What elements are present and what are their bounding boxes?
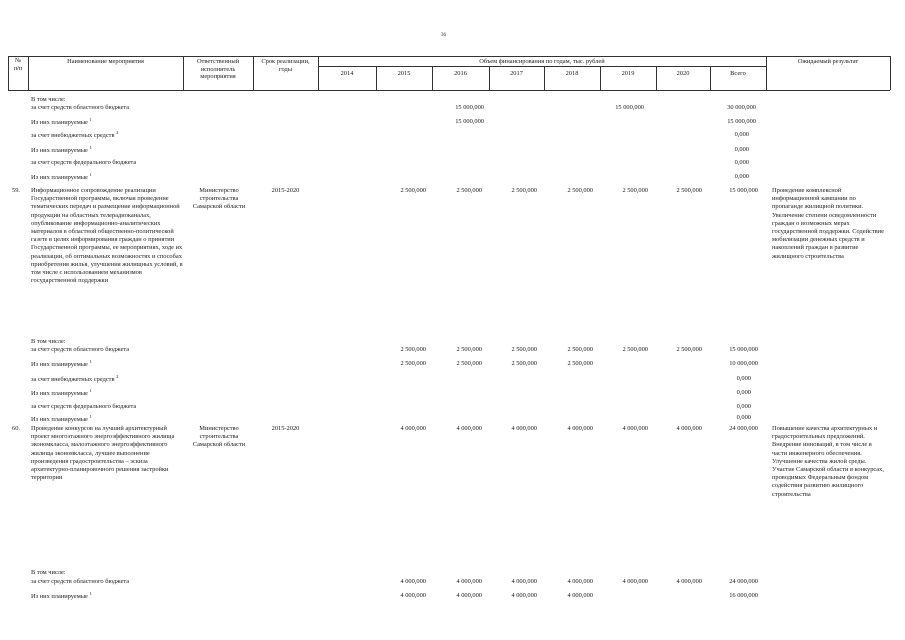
row-label: В том числе: <box>31 569 66 576</box>
value-cell: 15 000,000 <box>729 346 758 353</box>
value-cell: 4 000,000 <box>456 425 482 432</box>
row-label <box>31 591 92 601</box>
row-label-text: за счет внебюджетных средств <box>31 376 115 384</box>
value-cell: 0,000 <box>734 146 749 153</box>
footnote-mark: 1 <box>89 591 92 596</box>
value-cell: 4 000,000 <box>511 592 537 599</box>
header-year: 2019 <box>621 70 635 77</box>
value-cell: 10 000,000 <box>729 360 758 367</box>
footnote-mark: 2 <box>116 130 119 135</box>
value-cell: 4 000,000 <box>567 592 593 599</box>
row-label-text: за счет внебюджетных средств <box>31 132 115 140</box>
value-cell: 4 000,000 <box>400 592 426 599</box>
header-bottom-line <box>8 90 890 91</box>
row-label <box>31 359 92 369</box>
value-cell: 4 000,000 <box>567 425 593 432</box>
footnote-mark: 1 <box>89 145 92 150</box>
footnote-mark: 1 <box>89 414 92 419</box>
row-label-text: Из них планируемые <box>31 593 88 601</box>
value-cell: 0,000 <box>736 403 751 410</box>
value-cell: 15 000,000 <box>455 118 484 125</box>
header-num: № п/п <box>13 57 23 72</box>
value-cell: 2 500,000 <box>400 187 426 194</box>
value-cell: 2 500,000 <box>567 187 593 194</box>
header-responsible: Ответственный исполнитель мероприятия <box>196 58 240 81</box>
measure-responsible: Министерство строительства Самарской области <box>192 187 246 211</box>
value-cell: 2 500,000 <box>622 346 648 353</box>
page-number: 36 <box>441 33 446 38</box>
row-label-text: Из них планируемые <box>31 174 88 182</box>
row-label: В том числе: <box>31 96 66 103</box>
measure-period: 2015-2020 <box>271 187 300 194</box>
header-top-line <box>8 56 890 57</box>
value-cell: 24 000,000 <box>729 578 758 585</box>
value-cell: 4 000,000 <box>567 578 593 585</box>
measure-result: Повышение качества архитектурных и градостроительных предложений. Внедрение инноваций, в том числе в части инженерного обеспечения. Улучшение качества жилой среды. Участие Самарской области в конкурсах, проводимых Федеральным фондом содействия развитию жилищного строительства <box>772 425 884 498</box>
row-label <box>31 117 92 127</box>
row-label: В том числе: <box>31 338 66 345</box>
row-label: за счет средств областного бюджета <box>31 104 130 111</box>
value-cell: 2 500,000 <box>456 187 482 194</box>
footnote-mark: 1 <box>89 117 92 122</box>
measure-period: 2015-2020 <box>271 425 300 432</box>
value-cell: 4 000,000 <box>456 592 482 599</box>
value-cell: 4 000,000 <box>622 425 648 432</box>
header-period: Срок реализации, годы <box>261 58 310 73</box>
value-cell: 4 000,000 <box>400 578 426 585</box>
value-cell: 2 500,000 <box>567 346 593 353</box>
value-cell: 2 500,000 <box>622 187 648 194</box>
value-cell: 4 000,000 <box>676 425 702 432</box>
row-label <box>31 172 92 182</box>
value-cell: 0,000 <box>736 414 751 421</box>
value-cell: 15 000,000 <box>727 118 756 125</box>
value-cell: 2 500,000 <box>456 346 482 353</box>
value-cell: 4 000,000 <box>622 578 648 585</box>
value-cell: 2 500,000 <box>400 360 426 367</box>
row-label-text: Из них планируемые <box>31 147 88 155</box>
footnote-mark: 1 <box>89 359 92 364</box>
row-label: за счет средств федерального бюджета <box>31 403 137 410</box>
row-label-text: Из них планируемые <box>31 416 88 424</box>
header-year: 2016 <box>454 70 467 77</box>
row-label: за счет средств областного бюджета <box>31 346 130 353</box>
value-cell: 0,000 <box>734 159 749 166</box>
value-cell: 2 500,000 <box>676 187 702 194</box>
value-cell: 2 500,000 <box>567 360 593 367</box>
row-label <box>31 388 92 398</box>
value-cell: 0,000 <box>736 375 751 382</box>
value-cell: 4 000,000 <box>511 578 537 585</box>
value-cell: 2 500,000 <box>676 346 702 353</box>
row-label <box>31 374 118 384</box>
value-cell: 24 000,000 <box>729 425 758 432</box>
value-cell: 2 500,000 <box>511 187 537 194</box>
footnote-mark: 2 <box>116 374 119 379</box>
value-cell: 2 500,000 <box>400 346 426 353</box>
value-cell: 30 000,000 <box>727 104 756 111</box>
row-label-text: Из них планируемые <box>31 119 88 127</box>
measure-name: Проведение конкурсов на лучший архитектурный проект многоэтажного энергоэффективного жилища экономкласса, малоэтажного энергоэффективного жилища экономкласса, лучшее выполнение произведения градостроительства – эскиза архитектурно-планировочного решения застройки территории <box>31 425 175 482</box>
value-cell: 4 000,000 <box>676 578 702 585</box>
header-financing: Объем финансирования по годам, тыс. рублей <box>479 58 605 65</box>
value-cell: 0,000 <box>734 173 749 180</box>
header-year: 2020 <box>676 70 690 77</box>
measure-responsible: Министерство строительства Самарской области <box>192 425 246 449</box>
value-cell: 0,000 <box>734 131 749 138</box>
value-cell: 4 000,000 <box>511 425 537 432</box>
value-cell: 4 000,000 <box>400 425 426 432</box>
header-year: 2018 <box>565 70 579 77</box>
header-name: Наименование мероприятия <box>67 58 144 65</box>
measure-result: Проведение комплексной информационной кампании по пропаганде жилищной политики. Увеличение степени осведомленности граждан о возможных мерах государственной поддержки. Содействие мобилизации денежных средств и накоплений граждан в развитие жилищного строительства <box>772 187 884 260</box>
value-cell: 16 000,000 <box>729 592 758 599</box>
row-label <box>31 414 92 424</box>
row-label-text: Из них планируемые <box>31 390 88 398</box>
header-total: Всего <box>730 70 746 77</box>
value-cell: 2 500,000 <box>511 360 537 367</box>
measure-number: 60. <box>12 425 20 432</box>
footnote-mark: 1 <box>89 172 92 177</box>
header-year: 2014 <box>340 70 354 77</box>
value-cell: 2 500,000 <box>511 346 537 353</box>
value-cell: 15 000,000 <box>729 187 758 194</box>
row-label <box>31 130 118 140</box>
value-cell: 2 500,000 <box>456 360 482 367</box>
row-label: за счет средств областного бюджета <box>31 578 130 585</box>
row-label <box>31 145 92 155</box>
col-line <box>890 56 891 90</box>
header-result: Ожидаемый результат <box>797 58 859 65</box>
value-cell: 15 000,000 <box>455 104 484 111</box>
value-cell: 0,000 <box>736 389 751 396</box>
footnote-mark: 1 <box>89 388 92 393</box>
value-cell: 15 000,000 <box>615 104 644 111</box>
measure-name: Информационное сопровождение реализации Государственной программы, включая проведение тематических передач и размещение информационной продукции на областных телерадиоканалах, опубликование информационно-аналитических материалов в областной общественно-политической газете в целях информирования граждан о принятии Государственной программы, ее мероприятиях, ходе их реализации, об оптимальных возможностях и способах приобретения жилья, улучшения жилищных условий, в том числе с использованием механизмов государственной поддержки <box>31 187 183 285</box>
financing-divider-line <box>318 66 766 67</box>
row-label: за счет средств федерального бюджета <box>31 159 137 166</box>
header-year: 2015 <box>397 70 411 77</box>
header-year: 2017 <box>510 70 523 77</box>
value-cell: 4 000,000 <box>456 578 482 585</box>
row-label-text: Из них планируемые <box>31 361 88 369</box>
measure-number: 59. <box>12 187 20 194</box>
